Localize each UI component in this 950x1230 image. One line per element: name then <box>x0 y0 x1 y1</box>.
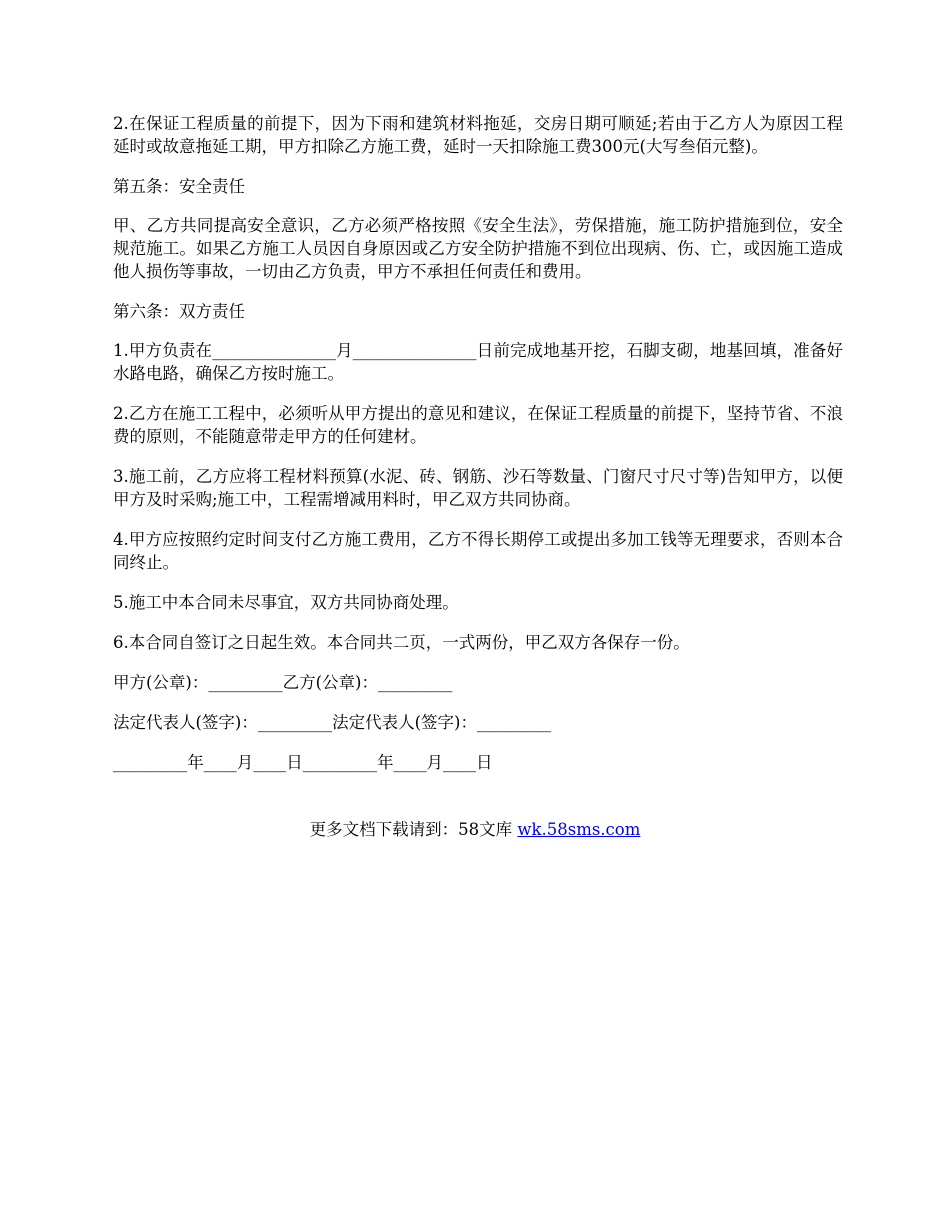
footer-text: 更多文档下载请到：58文库 <box>309 820 518 839</box>
article-5-heading: 第五条：安全责任 <box>113 177 245 196</box>
signature-date-line: _________年____月____日_________年____月____日 <box>113 753 493 772</box>
representative-signature-line: 法定代表人(签字)：_________法定代表人(签字)：_________ <box>113 713 552 732</box>
article-6-item-4: 4.甲方应按照约定时间支付乙方施工费用，乙方不得长期停工或提出多加工钱等无理要求，否则本合同终止。 <box>113 530 843 572</box>
contract-page <box>113 112 843 791</box>
article-6-item-5: 5.施工中本合同未尽事宜，双方共同协商处理。 <box>113 593 459 612</box>
article-6-item-2: 2.乙方在施工工程中，必须听从甲方提出的意见和建议，在保证工程质量的前提下，坚持节省、不浪费的原则，不能随意带走甲方的任何建材。 <box>113 404 843 446</box>
download-footer <box>0 818 950 841</box>
article-5-body: 甲、乙方共同提高安全意识，乙方必须严格按照《安全生法》，劳保措施，施工防护措施到位，安全规范施工。如果乙方施工人员因自身原因或乙方安全防护措施不到位出现病、伤、亡，或因施工造成他人损伤等事故，一切由乙方负责，甲方不承担任何责任和费用。 <box>113 216 843 281</box>
article-6-heading: 第六条：双方责任 <box>113 302 245 321</box>
article-6-item-6: 6.本合同自签订之日起生效。本合同共二页，一式两份，甲乙双方各保存一份。 <box>113 633 690 652</box>
footer-link[interactable]: wk.58sms.com <box>517 820 641 839</box>
clause-4-item-2: 2.在保证工程质量的前提下，因为下雨和建筑材料拖延，交房日期可顺延;若由于乙方人为原因工程延时或故意拖延工期，甲方扣除乙方施工费，延时一天扣除施工费300元(大写叁佰元整)。 <box>113 114 843 156</box>
article-6-item-3: 3.施工前，乙方应将工程材料预算(水泥、砖、钢筋、沙石等数量、门窗尺寸尺寸等)告知甲方，以便甲方及时采购;施工中，工程需增减用料时，甲乙双方共同协商。 <box>113 467 843 509</box>
seal-signature-line: 甲方(公章)：_________乙方(公章)：_________ <box>113 673 453 692</box>
article-6-item-1: 1.甲方负责在_______________月_______________日前完成地基开挖，石脚支砌，地基回填，准备好水路电路，确保乙方按时施工。 <box>113 341 843 383</box>
